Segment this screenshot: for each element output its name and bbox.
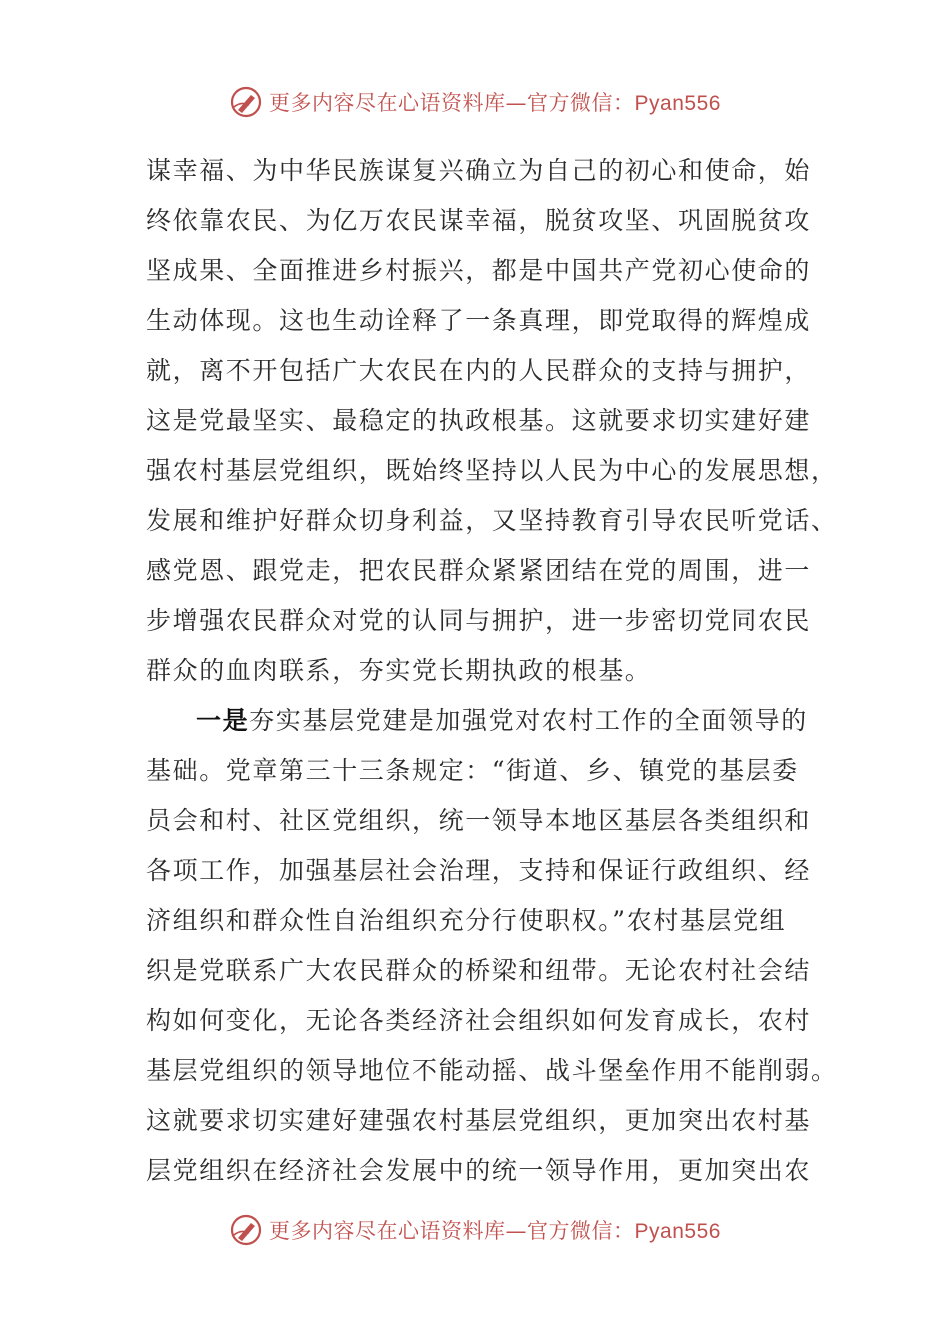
text-line: 这是党最坚实、最稳定的执政根基。这就要求切实建好建 [146, 406, 812, 435]
text-line: 发展和维护好群众切身利益，又坚持教育引导农民听党话、 [146, 506, 838, 535]
bold-lead: 一是 [196, 706, 250, 735]
text-line: 员会和村、社区党组织，统一领导本地区基层各类组织和 [146, 806, 812, 835]
text-line: 感党恩、跟党走，把农民群众紧紧团结在党的周围，进一 [146, 556, 812, 585]
header-banner-text: 更多内容尽在心语资料库—官方微信： [269, 91, 635, 115]
footer-banner-text: 更多内容尽在心语资料库—官方微信： [269, 1219, 635, 1243]
text-line: 济组织和群众性自治组织充分行使职权。”农村基层党组 [146, 906, 787, 935]
text-line: 生动体现。这也生动诠释了一条真理，即党取得的辉煌成 [146, 306, 812, 335]
text-line: 构如何变化，无论各类经济社会组织如何发育成长，农村 [146, 1006, 812, 1035]
text-line: 群众的血肉联系，夯实党长期执政的根基。 [146, 656, 652, 685]
footer-banner [0, 1210, 950, 1250]
text-line: 终依靠农民、为亿万农民谋幸福，脱贫攻坚、巩固脱贫攻 [146, 206, 812, 235]
text-line: 坚成果、全面推进乡村振兴，都是中国共产党初心使命的 [146, 256, 812, 285]
text-line: 夯实基层党建是加强党对农村工作的全面领导的 [249, 706, 808, 735]
pen-logo-icon [229, 85, 263, 119]
text-line: 谋幸福、为中华民族谋复兴确立为自己的初心和使命，始 [146, 156, 812, 185]
pen-logo-icon [229, 1213, 263, 1247]
header-wechat-id: Pyan556 [634, 92, 721, 115]
text-line: 织是党联系广大农民群众的桥梁和纽带。无论农村社会结 [146, 956, 812, 985]
text-line: 这就要求切实建好建强农村基层党组织，更加突出农村基 [146, 1106, 812, 1135]
footer-wechat-id: Pyan556 [634, 1220, 721, 1243]
text-line: 各项工作，加强基层社会治理，支持和保证行政组织、经 [146, 856, 812, 885]
paragraph-start [146, 696, 806, 746]
text-line: 基层党组织的领导地位不能动摇、战斗堡垒作用不能削弱。 [146, 1056, 838, 1085]
text-line: 就，离不开包括广大农民在内的人民群众的支持与拥护， [146, 356, 812, 385]
header-banner [0, 82, 950, 122]
document-body [146, 146, 838, 1196]
text-line: 层党组织在经济社会发展中的统一领导作用，更加突出农 [146, 1156, 812, 1185]
text-line: 强农村基层党组织，既始终坚持以人民为中心的发展思想， [146, 456, 838, 485]
text-line: 基础。党章第三十三条规定：“街道、乡、镇党的基层委 [146, 756, 799, 785]
text-line: 步增强农民群众对党的认同与拥护，进一步密切党同农民 [146, 606, 812, 635]
